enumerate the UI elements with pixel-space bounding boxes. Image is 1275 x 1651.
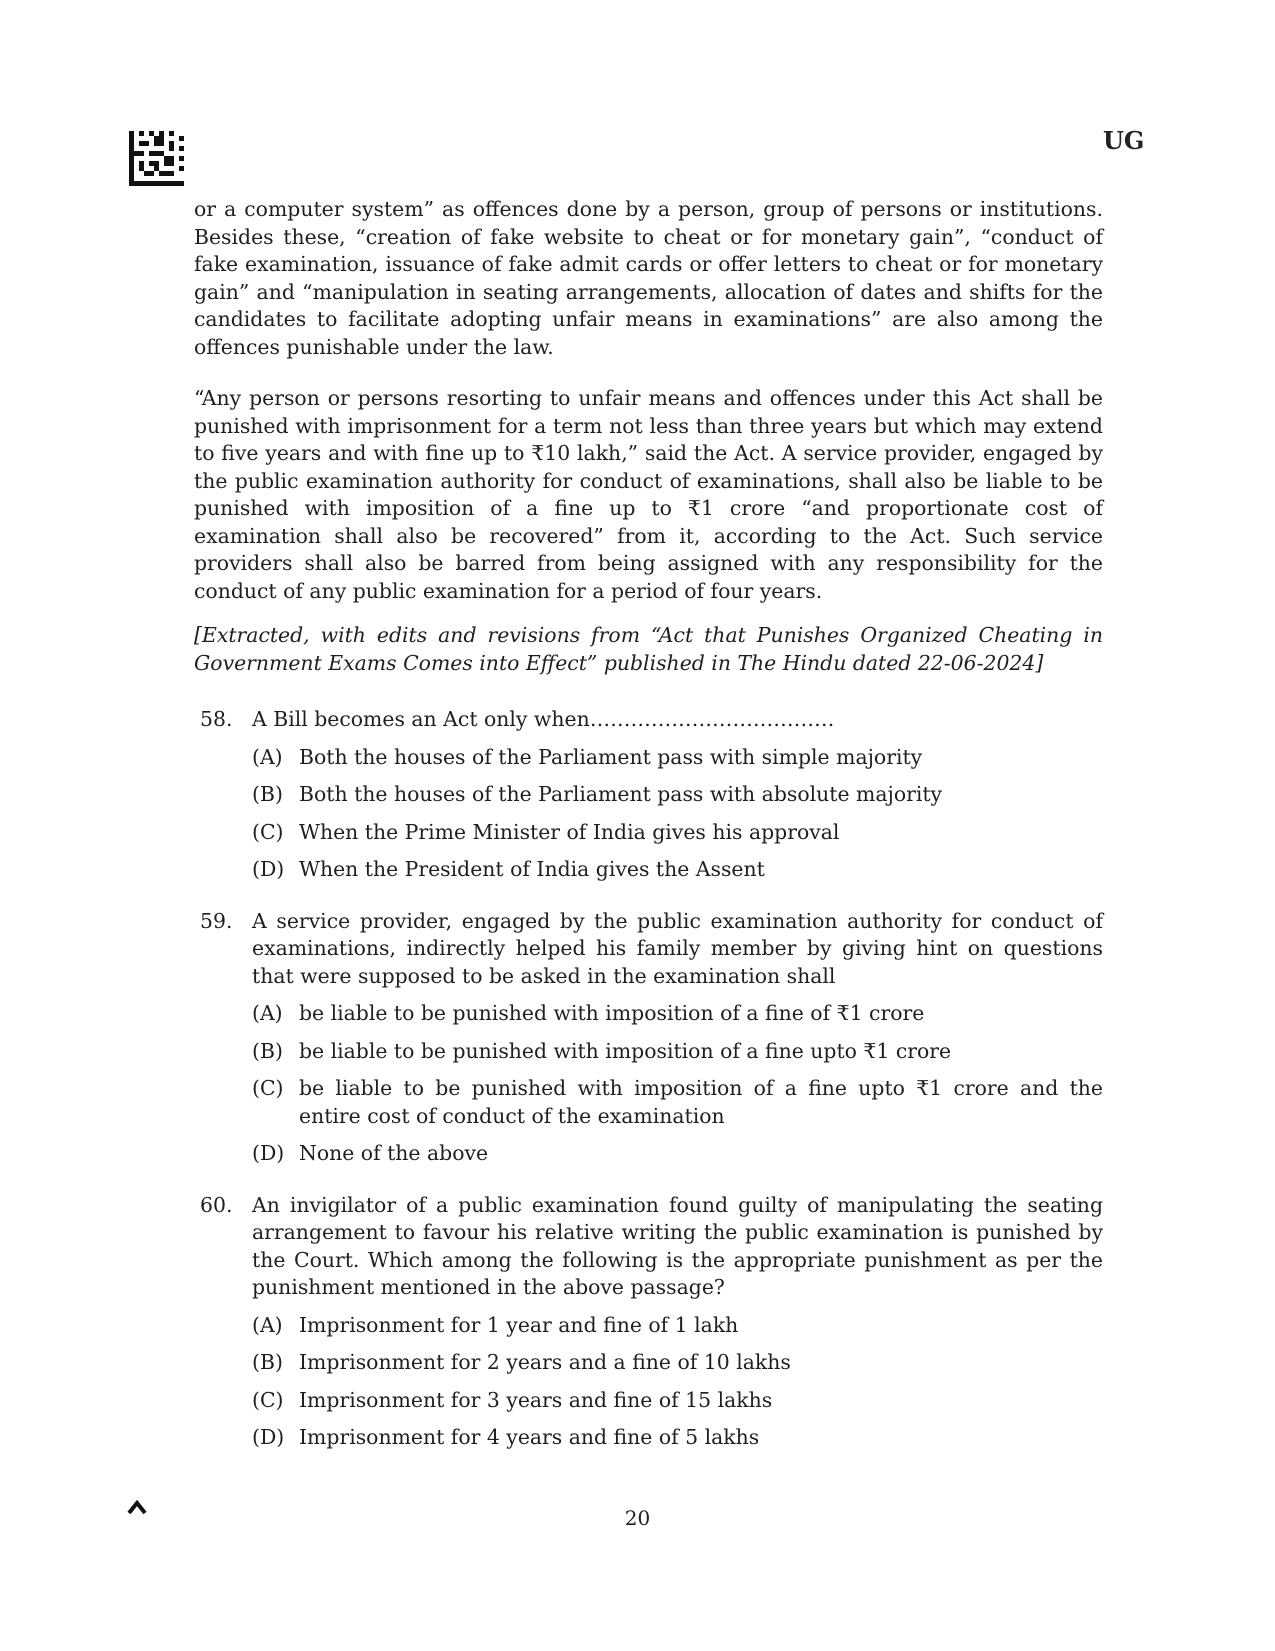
question-stem: An invigilator of a public examination found guilty of manipulating the seating arrangement to favour his relative writing the public examination is punished by the Court. Which among the following is the appropriate punishment as per the punishment mentioned in the above passage? xyxy=(252,1192,1103,1299)
question-58 xyxy=(194,706,1103,884)
option-c xyxy=(252,1075,1103,1130)
option-letter: (D) xyxy=(252,1425,285,1449)
option-list xyxy=(252,744,1103,884)
option-letter: (A) xyxy=(252,1001,283,1025)
option-text: be liable to be punished with imposition of a fine upto ₹1 crore xyxy=(299,1038,952,1063)
option-a xyxy=(252,1312,1103,1340)
option-list xyxy=(252,1312,1103,1452)
option-text: Imprisonment for 2 years and a fine of 10 lakhs xyxy=(299,1350,791,1374)
option-letter: (A) xyxy=(252,744,283,769)
option-list xyxy=(252,1000,1103,1168)
question-number: 59. xyxy=(200,908,233,933)
option-a xyxy=(252,1000,1103,1028)
option-d xyxy=(252,1140,1103,1168)
option-letter: (C) xyxy=(252,1387,284,1412)
option-text: When the Prime Minister of India gives his approval xyxy=(299,819,840,844)
option-text: Imprisonment for 1 year and fine of 1 lakh xyxy=(299,1312,739,1337)
option-letter: (C) xyxy=(252,819,284,844)
option-text: Imprisonment for 3 years and fine of 15 lakhs xyxy=(299,1387,773,1412)
question-number: 60. xyxy=(200,1192,233,1217)
question-stem: A service provider, engaged by the public examination authority for conduct of examinations, indirectly helped his family member by giving hint on questions that were supposed to be asked in the examination shall xyxy=(252,908,1103,988)
page-content xyxy=(194,196,1103,1462)
option-letter: (B) xyxy=(252,1350,283,1374)
option-text: None of the above xyxy=(299,1141,489,1165)
question-60 xyxy=(194,1192,1103,1452)
option-a xyxy=(252,744,1103,772)
question-59 xyxy=(194,908,1103,1168)
question-list xyxy=(194,706,1103,1452)
option-letter: (B) xyxy=(252,1038,283,1063)
passage-source-citation: [Extracted, with edits and revisions from “Act that Punishes Organized Cheating in Government Exams Comes into Effect” published in The Hindu dated 22-06-2024] xyxy=(194,623,1103,675)
passage-paragraph: or a computer system” as offences done by a person, group of persons or institutions. Besides these, “creation of fake website to cheat or for monetary gain”, “conduct of fake examination, issuance of fake admit cards or offer letters to cheat or for monetary gain” and “manipulation in seating arrangements, allocation of dates and shifts for the candidates to facilitate adopting unfair means in examinations” are also among the offences punishable under the law. xyxy=(194,197,1103,359)
option-text: When the President of India gives the Assent xyxy=(299,857,765,881)
option-letter: (C) xyxy=(252,1076,284,1100)
question-stem: A Bill becomes an Act only when……………………………… xyxy=(252,707,835,731)
option-letter: (D) xyxy=(252,1141,285,1165)
datamatrix-code-icon xyxy=(129,131,184,186)
option-c xyxy=(252,1387,1103,1415)
option-d xyxy=(252,1424,1103,1452)
option-text: Both the houses of the Parliament pass with absolute majority xyxy=(299,782,943,806)
exam-level-tag: UG xyxy=(1103,126,1145,155)
option-text: be liable to be punished with imposition of a fine upto ₹1 crore and the entire cost of conduct of the examination xyxy=(299,1076,1103,1128)
option-c xyxy=(252,819,1103,847)
option-letter: (B) xyxy=(252,782,283,806)
option-letter: (D) xyxy=(252,857,285,881)
option-text: be liable to be punished with imposition of a fine of ₹1 crore xyxy=(299,1001,925,1025)
option-b xyxy=(252,1038,1103,1066)
page-number: 20 xyxy=(624,1506,651,1530)
reading-passage xyxy=(194,196,1103,677)
option-letter: (A) xyxy=(252,1312,283,1337)
question-number: 58. xyxy=(200,707,233,731)
option-text: Imprisonment for 4 years and fine of 5 lakhs xyxy=(299,1425,760,1449)
option-b xyxy=(252,1349,1103,1377)
option-d xyxy=(252,856,1103,884)
option-b xyxy=(252,781,1103,809)
option-text: Both the houses of the Parliament pass with simple majority xyxy=(299,744,923,769)
passage-paragraph: “Any person or persons resorting to unfair means and offences under this Act shall be punished with imprisonment for a term not less than three years but which may extend to five years and with fine up to ₹10 lakh,” said the Act. A service provider, engaged by the public examination authority for conduct of examinations, shall also be liable to be punished with imposition of a fine up to ₹1 crore “and proportionate cost of examination shall also be recovered” from it, according to the Act. Such service providers shall also be barred from being assigned with any responsibility for the conduct of any public examination for a period of four years. xyxy=(194,386,1103,603)
